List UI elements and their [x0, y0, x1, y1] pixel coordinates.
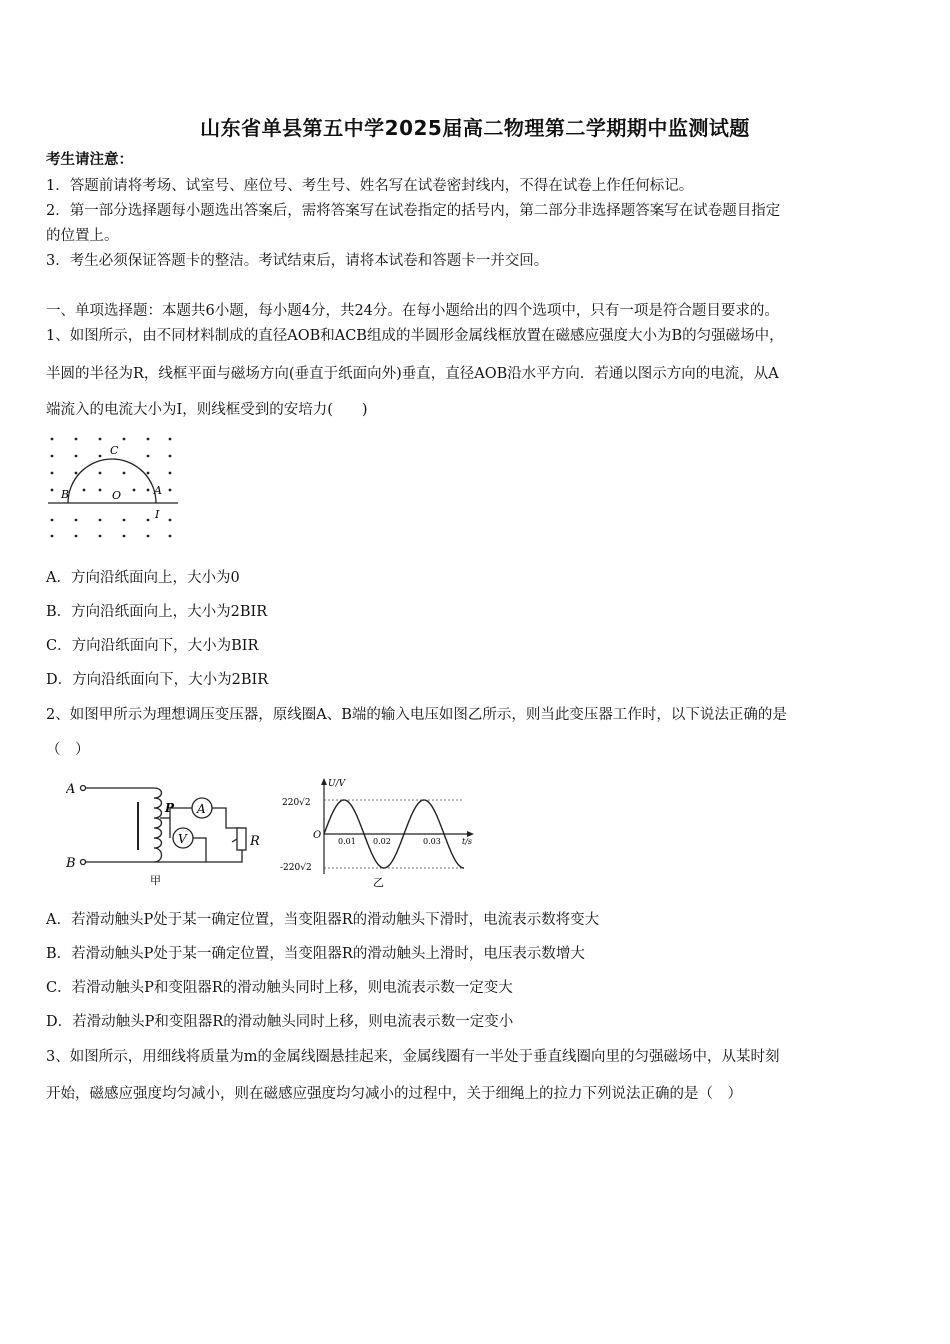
- notice-item-1: 1．答题前请将考场、试室号、座位号、考生号、姓名写在试卷密封线内，不得在试卷上作任何标记。: [46, 178, 694, 194]
- notice-item-3: 3．考生必须保证答题卡的整洁。考试结束后，请将本试卷和答题卡一并交回。: [46, 253, 549, 269]
- notice-item-2-cont: 的位置上。: [46, 228, 119, 244]
- q1-line-1: 1、如图所示，由不同材料制成的直径AOB和ACB组成的半圆形金属线框放置在磁感应强度大小为B的匀强磁场中，: [46, 328, 784, 344]
- terminal-b: [81, 860, 86, 865]
- q2-circuit-figure: [66, 772, 276, 890]
- section-heading: 一、单项选择题：本题共6小题，每小题4分，共24分。在每小题给出的四个选项中，只有一项是符合题目要求的。: [46, 303, 779, 319]
- caption-yi: 乙: [373, 876, 384, 889]
- y-arrow: [321, 778, 327, 785]
- q1-line-3: 端流入的电流大小为I，则线框受到的安培力( ): [46, 402, 368, 418]
- label-a: A: [154, 484, 162, 497]
- ybottom-label: -220√2: [280, 863, 312, 873]
- label-b: B: [61, 488, 70, 501]
- tick-1: 0.01: [338, 837, 356, 846]
- coil: [154, 788, 162, 862]
- q2-option-a: A．若滑动触头P处于某一确定位置，当变阻器R的滑动触头下滑时，电流表示数将变大: [46, 912, 600, 928]
- q2-option-d: D．若滑动触头P和变阻器R的滑动触头同时上移，则电流表示数一定变小: [46, 1014, 514, 1030]
- notice-heading: 考生请注意：: [46, 151, 133, 168]
- resistor: [237, 828, 246, 850]
- tick-3: 0.03: [423, 837, 441, 846]
- label-a: A: [66, 782, 76, 797]
- voltmeter-label: V: [178, 832, 187, 846]
- xlabel: t/s: [462, 837, 473, 846]
- label-i: I: [155, 508, 160, 521]
- resistor-slider: [232, 839, 237, 842]
- q1-option-b: B．方向沿纸面向上，大小为2BIR: [46, 604, 268, 620]
- label-p: P: [165, 801, 175, 815]
- q2-line-2: （ ）: [46, 742, 90, 758]
- origin-label: O: [313, 830, 322, 841]
- notice-item-2: 2．第一部分选择题每小题选出答案后，需将答案写在试卷指定的括号内，第二部分非选择题答案写在试卷题目指定: [46, 203, 781, 219]
- q2-voltage-chart: [280, 774, 480, 890]
- terminal-a: [81, 786, 86, 791]
- q2-option-c: C．若滑动触头P和变阻器R的滑动触头同时上移，则电流表示数一定变大: [46, 980, 513, 996]
- ylabel: U/V: [328, 779, 346, 789]
- q1-option-c: C．方向沿纸面向下，大小为BIR: [46, 638, 259, 654]
- q1-figure: [44, 432, 184, 542]
- label-o: O: [112, 489, 122, 502]
- ammeter-label: A: [197, 802, 206, 816]
- label-b: B: [66, 856, 76, 871]
- tick-2: 0.02: [373, 837, 391, 846]
- label-c: C: [110, 444, 119, 457]
- q1-option-a: A．方向沿纸面向上，大小为0: [46, 570, 240, 586]
- q3-line-1: 3、如图所示，用细线将质量为m的金属线圈悬挂起来，金属线圈有一半处于垂直线圈向里的匀强磁场中，从某时刻: [46, 1049, 780, 1065]
- q2-option-b: B．若滑动触头P处于某一确定位置，当变阻器R的滑动触头上滑时，电压表示数增大: [46, 946, 585, 962]
- caption-jia: 甲: [150, 874, 161, 887]
- q1-line-2: 半圆的半径为R，线框平面与磁场方向(垂直于纸面向外)垂直，直径AOB沿水平方向．若通以图示方向的电流，从A: [46, 366, 779, 382]
- q1-option-d: D．方向沿纸面向下，大小为2BIR: [46, 672, 269, 688]
- q3-line-2: 开始，磁感应强度均匀减小，则在磁感应强度均匀减小的过程中，关于细绳上的拉力下列说法正确的是（ ）: [46, 1086, 742, 1102]
- ytop-label: 220√2: [282, 798, 311, 808]
- label-r: R: [250, 834, 260, 849]
- page-title: 山东省单县第五中学2025届高二物理第二学期期中监测试题: [200, 116, 750, 140]
- q2-line-1: 2、如图甲所示为理想调压变压器，原线圈A、B端的输入电压如图乙所示，则当此变压器工作时，以下说法正确的是: [46, 707, 787, 723]
